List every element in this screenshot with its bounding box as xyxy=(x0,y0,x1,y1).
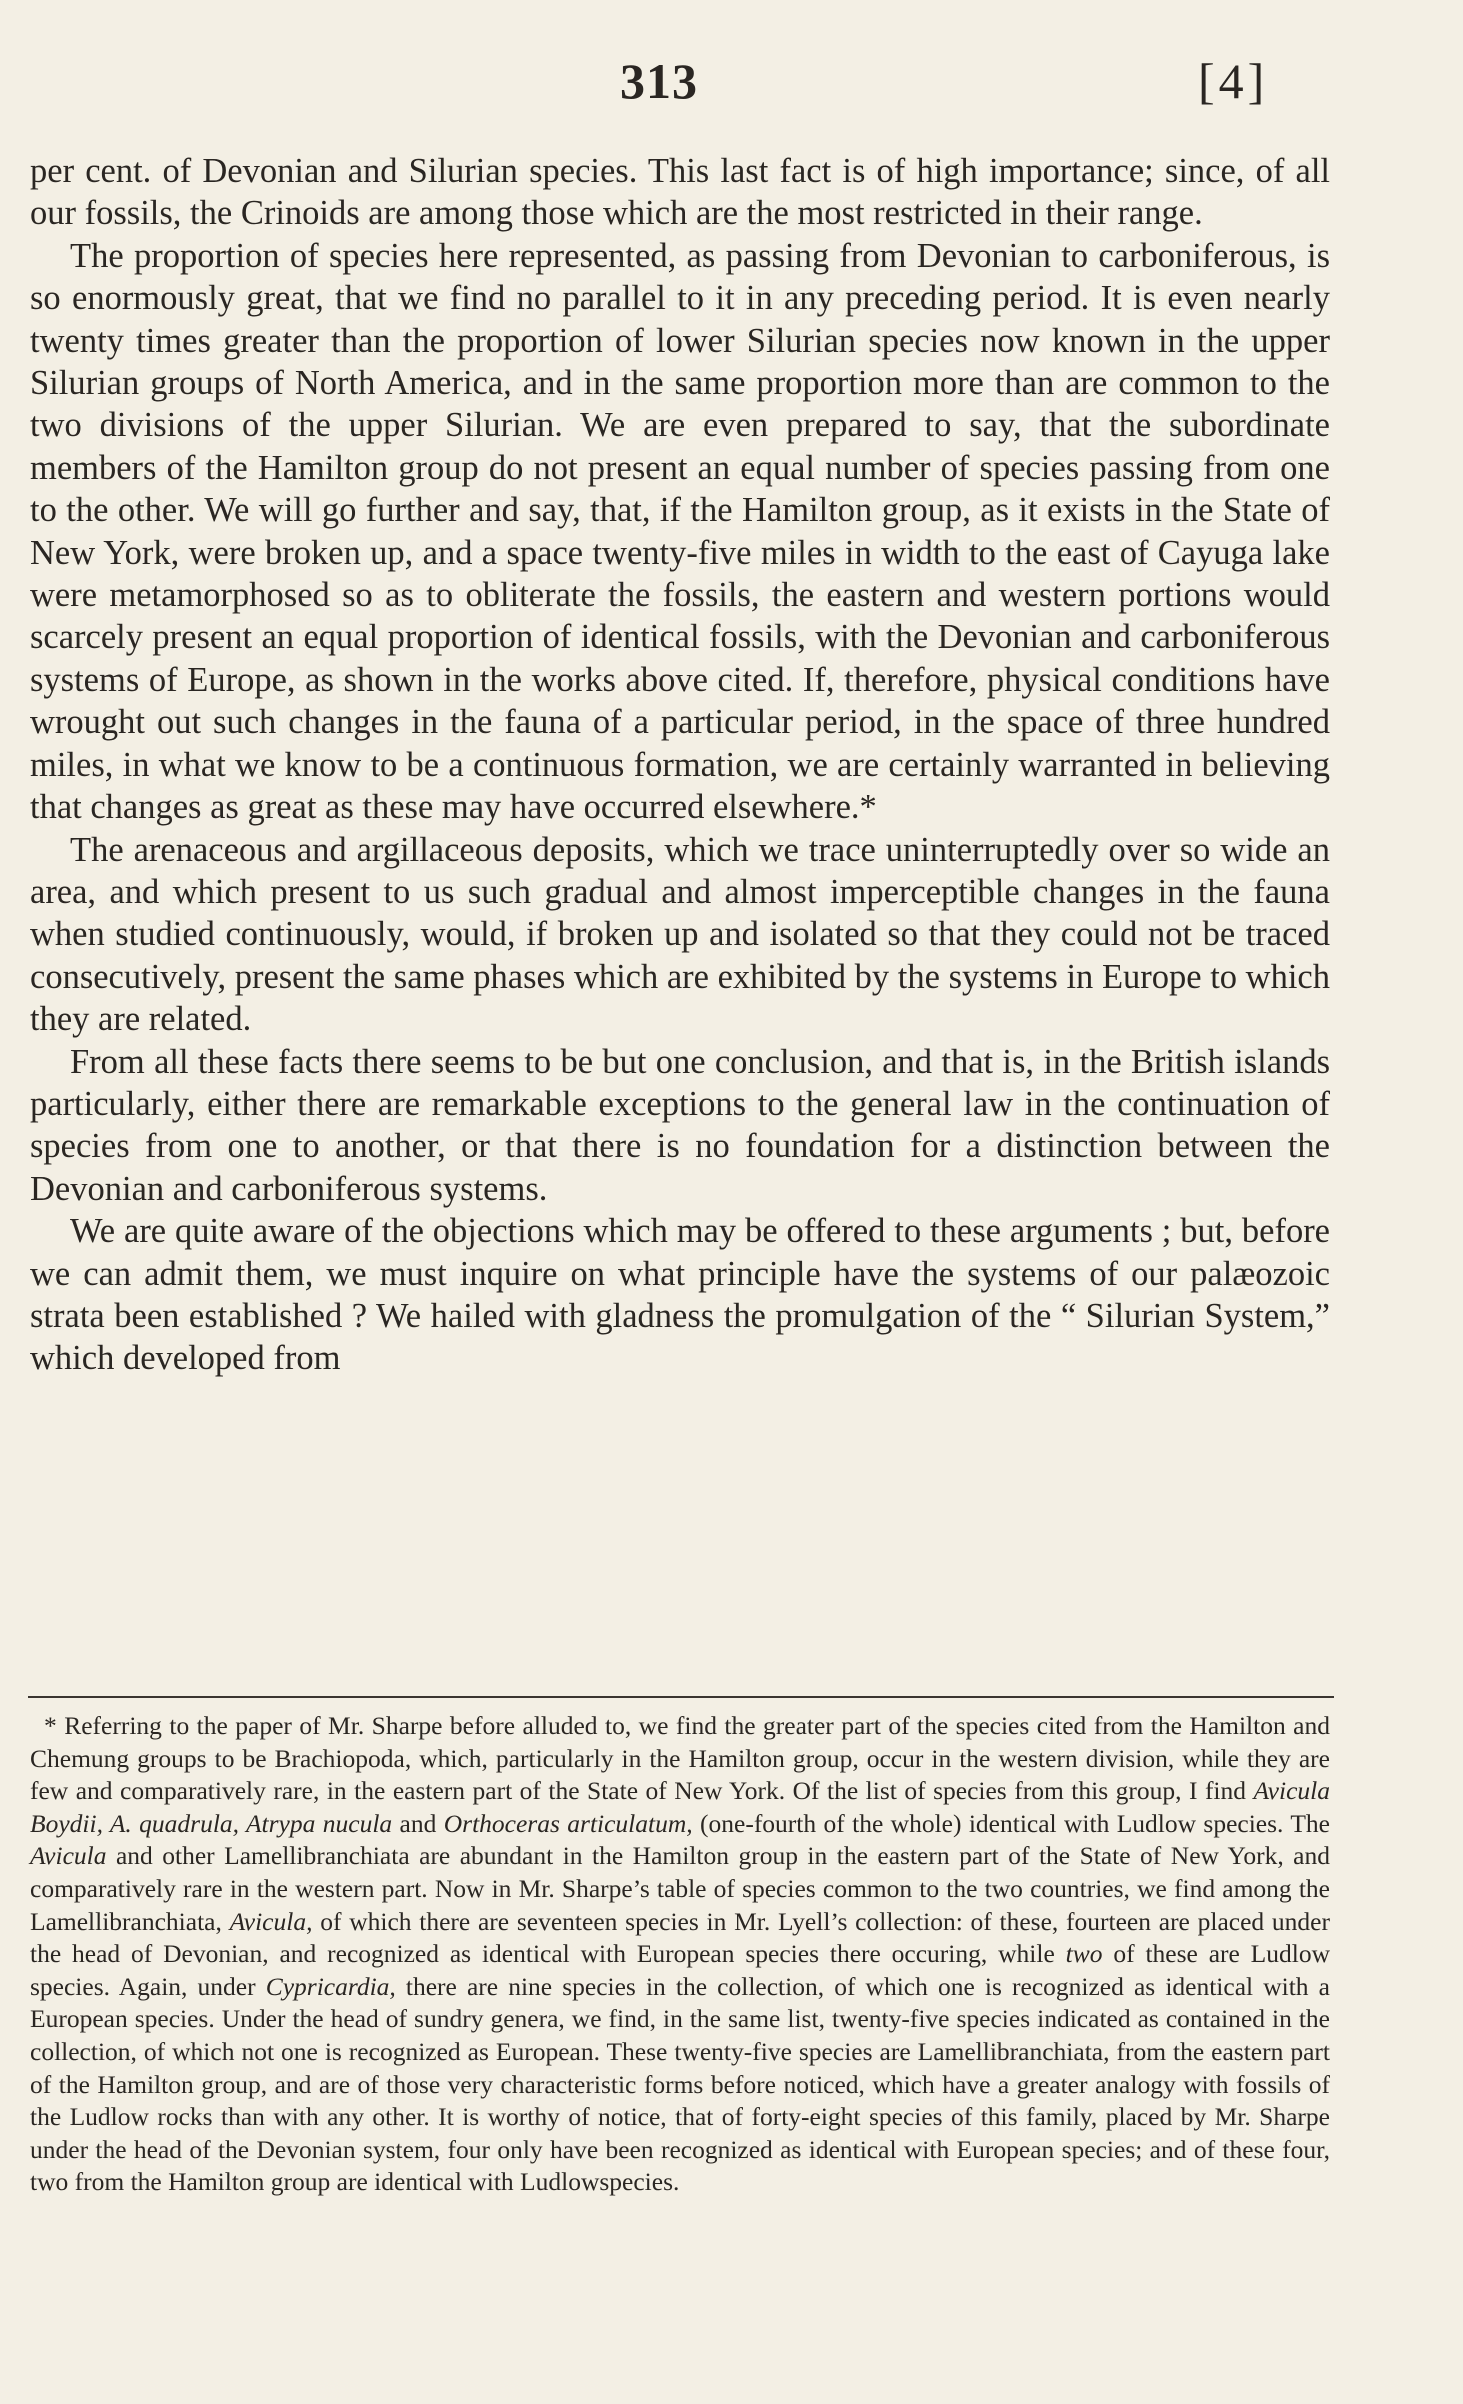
footnote-genus-name: Cypricardia, xyxy=(265,1971,396,2001)
signature-mark: [4] xyxy=(1198,53,1269,109)
paragraph: The proportion of species here represented, as passing from Devonian to carboniferous, is so enormously great, that we find no parallel to it in any preceding period. It is even nearly twenty times greater than the proportion of lower Silurian species now known in the upper Silurian groups of North America, and in the same proportion more than are common to the two divisions of the upper Silurian. We are even prepared to say, that the subordinate members of the Hamilton group do not present an equal number of species passing from one to the other. We will go further and say, that, if the Hamilton group, as it exists in the State of New York, were broken up, and a space twenty-five miles in width to the east of Cayuga lake were metamorphosed so as to obliterate the fossils, the eastern and western portions would scarcely present an equal proportion of identical fossils, with the Devonian and carboniferous systems of Europe, as shown in the works above cited. If, therefore, physical conditions have wrought out such changes in the fauna of a particular period, in the space of three hundred miles, in what we know to be a continuous formation, we are certainly warranted in believing that changes as great as these may have occurred elsewhere.* xyxy=(30,236,1330,827)
footnote xyxy=(30,1710,1330,2199)
footnote-text: (one-fourth of the whole) identical with Ludlow species. The xyxy=(692,1808,1330,1838)
footnote-species-name: Orthoceras articulatum, xyxy=(443,1808,693,1838)
footnote-text: * Referring to the paper of Mr. Sharpe before alluded to, we find the greater part of the species cited from the Hamilton and Chemung groups to be Brachiopoda, which, particularly in the Hamilton group, occur in the western division, while they are few and comparatively rare, in the eastern part of the State of New York. Of the list of species from this group, I find xyxy=(30,1711,1330,1806)
page-number: 313 xyxy=(620,53,698,109)
footnote-text: of these are Ludlow species. Again, under xyxy=(30,1939,1331,2001)
paragraph: The arenaceous and argillaceous deposits, which we trace uninterruptedly over so wide an area, and which present to us such gradual and almost imperceptible changes in the fauna when studied continuously, would, if broken up and isolated so that they could not be traced consecutively, present the same phases which are exhibited by the systems in Europe to which they are related. xyxy=(30,830,1330,1039)
footnote-genus-name: Avicula xyxy=(30,1841,107,1871)
paragraph: From all these facts there seems to be but one conclusion, and that is, in the British islands particularly, either there are remarkable exceptions to the general law in the continuation of species from one to another, or that there is no foundation for a distinction between the Devonian and carboniferous systems. xyxy=(30,1042,1330,1208)
paragraph-continuation: per cent. of Devonian and Silurian species. This last fact is of high importance; since, of all our fossils, the Crinoids are among those which are the most restricted in their range. xyxy=(30,152,1330,233)
footnote-text: and xyxy=(392,1808,444,1838)
footnote-text: there are nine species in the collection, of which one is recognized as identical with a European species. Under the head of sundry genera, we find, in the same list, twenty-five species indicated as contained in the collection, of which not one is recognized as European. These twenty-five species are Lamellibranchiata, from the eastern part of the Hamilton group, and are of those very characteristic forms before noticed, which have a greater analogy with fossils of the Ludlow rocks than with any other. It is worthy of notice, that of forty-eight species of this family, placed by Mr. Sharpe under the head of the Devonian system, four only have been recognized as identical with European species; and of these four, two from the Hamilton group are identical with Ludlowspecies. xyxy=(30,1971,1330,2197)
footnote-rule xyxy=(28,1696,1334,1698)
footnote-emphasis: two xyxy=(1065,1939,1103,1969)
footnote-species-names: Avicula Boydii, A. quadrula, Atrypa nucula xyxy=(30,1776,1330,1838)
footnote-text: of which there are seventeen species in Mr. Lyell’s collection: of these, fourteen are placed under the head of Devonian, and recognized as identical with European species there occuring, while xyxy=(30,1906,1330,1969)
footnote-genus-name: Avicula, xyxy=(229,1906,313,1936)
footnote-text: and other Lamellibranchiata are abundant in the Hamilton group in the eastern part of the State of New York, and comparatively rare in the western part. Now in Mr. Sharpe’s table of species common to the two countries, we find among the Lamellibranchiata, xyxy=(30,1841,1330,1936)
body-text xyxy=(30,150,1330,1380)
footnote-paragraph xyxy=(30,1710,1330,2199)
paragraph: We are quite aware of the objections which may be offered to these arguments ; but, before we can admit them, we must inquire on what principle have the systems of our palæozoic strata been established ? We hailed with gladness the promulgation of the “ Silurian System,” which developed from xyxy=(30,1212,1330,1378)
